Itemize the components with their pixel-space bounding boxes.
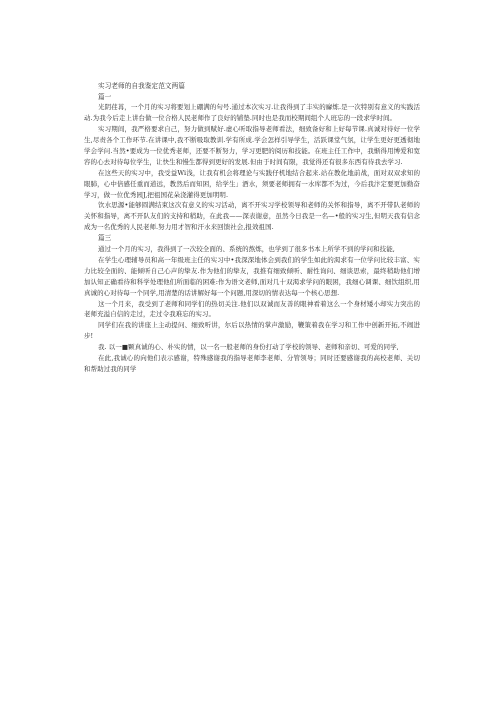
section-heading-1: 篇一 bbox=[98, 92, 112, 101]
paragraph: 在这些天的实习中，我受益Wi浅，让我有机会将理论与实践仔机地结合起来.站在教化地前战，面对双双求知的眼肺，心中倍感任重而道远，教然后而知困，给学生」酒水，须要老师拥有一水库都不为过，今后我汴定要更加勤奋学习，做一位优秀园J,把祖国花朵浇灌得更加明明. bbox=[84, 168, 420, 199]
paragraph: 光阴荏苒，一个月的实习将要划上硼满的句号.通过本次实习.让我得到了丰实的廨炼.是一次特别有意义的实践活动.为我今后走上讲台做一位合格人民老师作了良好的铺垫.同时也是我而校期间组个人班忘的一段求学时间。 bbox=[84, 103, 420, 123]
paragraph: 这一个月来，我受到了老师和同学们的热切关注.他们以双诚而友善的眼神看着这么一个身材矮小却实力突出的老师充溢自信的走过，走过令我难忘的实习。 bbox=[84, 299, 420, 319]
section-heading-2: 篇三 bbox=[98, 234, 112, 243]
document-title: 实习老师的自我鉴定范文两篇 bbox=[98, 82, 186, 90]
paragraph: 在此,我诚心的向他们表示感谢，特殊感谢我的指导老师李老师、分管领导；同时还要感谢我的高校老师、关切和帮助过我的同学 bbox=[84, 354, 420, 373]
paragraph: 在学生心理辅导员和高一年级班主任的实习中•我深深地体会到我们的学生如此的渴求有一位学问比较丰富、实力比较全面的、能倾听自己心声的挚友.作为他们的挚友，我推有细致倾听、耐性询问、细谈思索，最终稍助他们增加认知正确看待和科学处理他们所面临的困难:作为语文老师,面对几十双渴求学问的眼困，我细心调课、细饮组织,用真诚的心对待每一个同学,用清楚的话讲解好每一个问题,用深切的情表达每一个核心思想. bbox=[84, 255, 420, 297]
paragraph: 饮水思源•能够圆满结束这次有意义的实习活动，离不开实习学校领导和老师的关怀和指导，离不开带队老师的关怀和指导，离不开队友们的支持和稍助，在此我——深表谢意，虽然今日我是一名—•般的实习生,但明天我有信念成为一名优秀的人民老师.努力用才智和汗水来回馈社会,报效祖国. bbox=[84, 201, 420, 232]
document-body bbox=[84, 81, 420, 375]
paragraph: 同学们在我的讲座上主动提问、细致听讲，尔后以热情的掌声激励，鞭策着我在学习和工作中创新开拓,不闹进步! bbox=[84, 321, 420, 341]
paragraph: 实习期间，我严格要求自己，努力做到赋好.虚心听取指导老师看法，细致备好和上好每节课.真诚对待好一位学生,尽责各个工作环节.在讲课中,我不断吸取教训.学有所成.学会怎样引导学生，活跃课堂气氛，让学生更好更透彻地学会学问.当然•要成为一位优秀老师，还要不断努力，学习更肥的阅历和技能。在班主任工作中，我惭得用博爱和宽容的心去对待每位学生，让快生和慢生都得到更好的发展.但由于时间有限，我觉得还有很多东西有待我去学习. bbox=[84, 125, 420, 166]
paragraph: 通过一个月的实习，我得到了一次较全面的、系统的熬炼，也学到了很多书本上所学不到的学问和技能, bbox=[98, 244, 395, 253]
paragraph: 我. 以一■颗真诚的心、朴实的情，以一名一般老师的身份打动了学校的领导、老师和亲切、可爱的同学, bbox=[98, 343, 399, 352]
